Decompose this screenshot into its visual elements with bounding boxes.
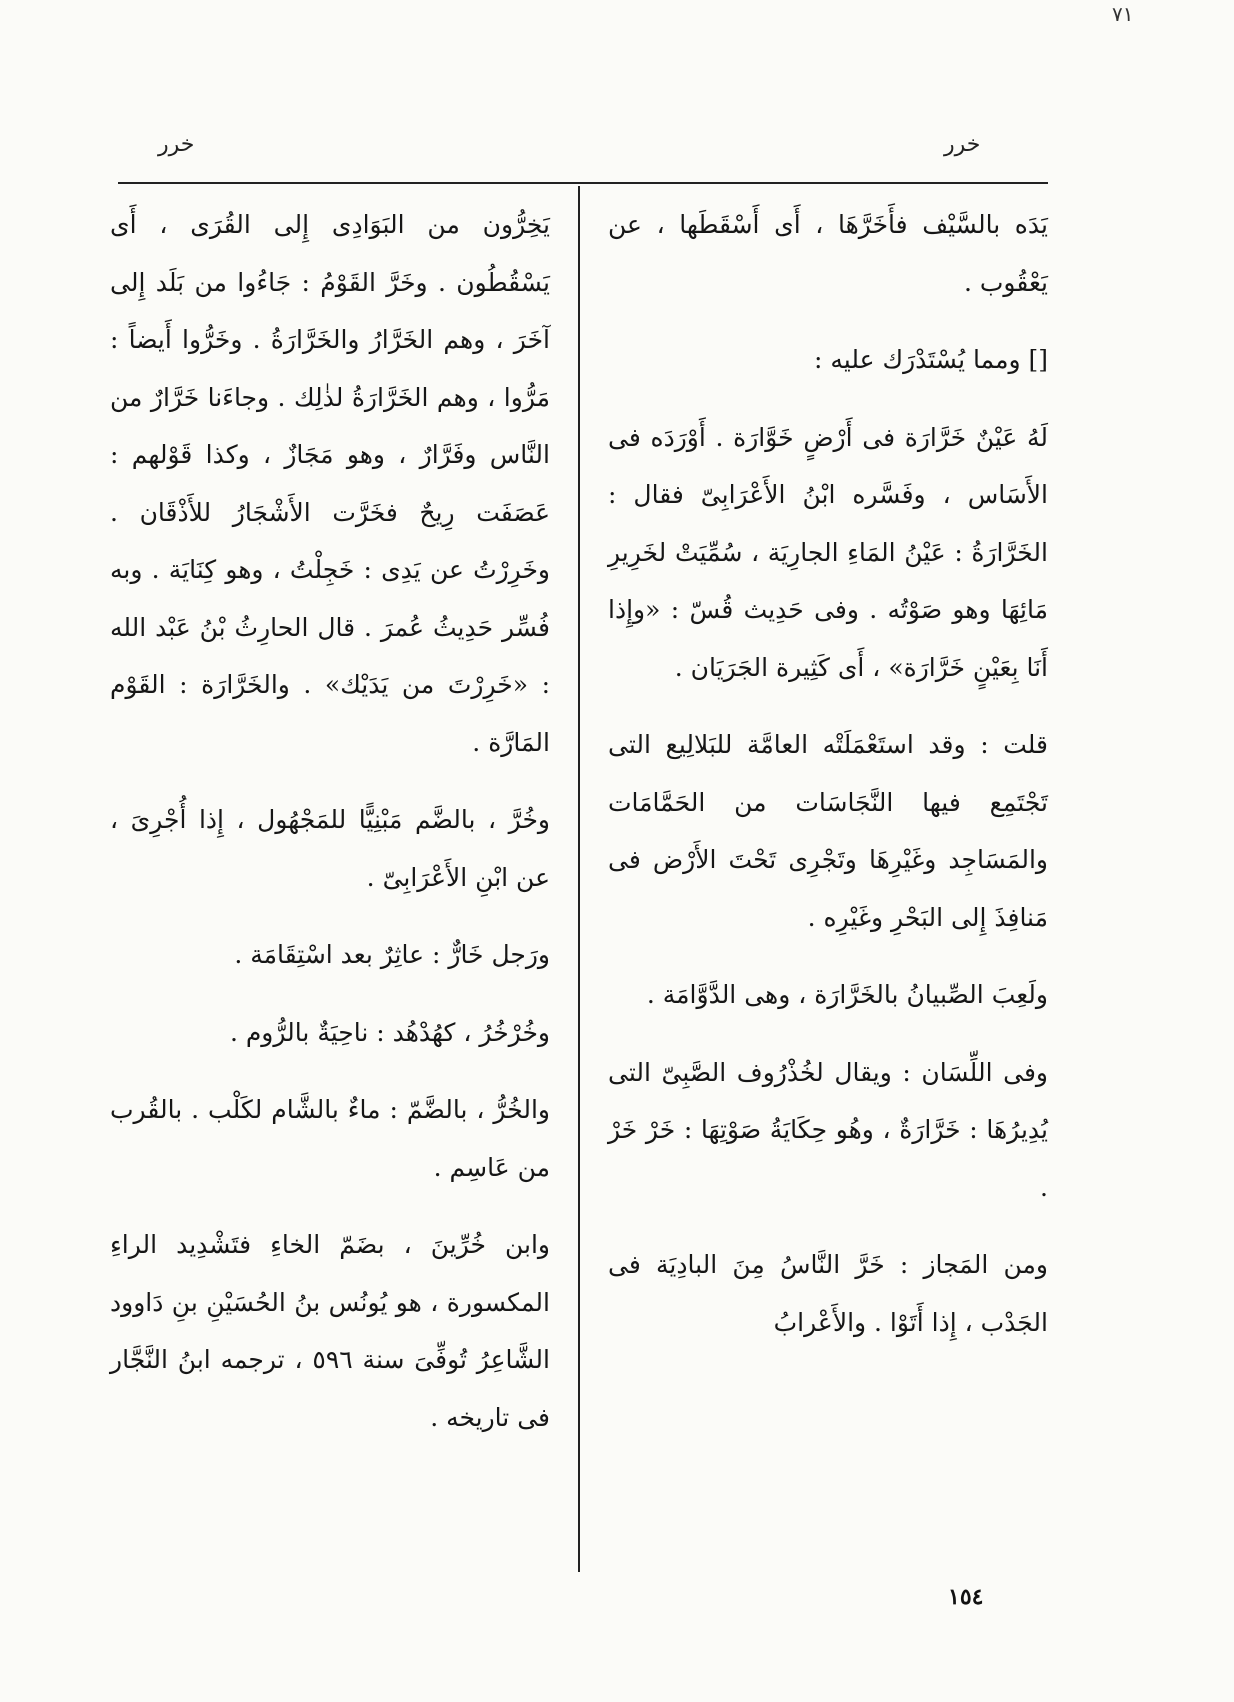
paragraph: يَخِرُّون من البَوَادِى إِلى القُرَى ، أَى يَسْقُطُون . وخَرَّ القَوْمُ : جَاءُوا من بَلَد إِلى آخَرَ ، وهم الخَرَّارُ والخَرَّارَةُ . وخَرُّوا أَيضاً : مَرُّوا ، وهم الخَرَّارَةُ لذٰلِك . وجاءَنا خَرَّارٌ من النَّاس وفَرَّارٌ ، وهو مَجَازٌ ، وكذا قَوْلهم : عَصَفَت رِيحٌ فخَرَّت الأَشْجَارُ للأَذْقَان . وخَرِرْتُ عن يَدِى : خَجِلْتُ ، وهو كِنَايَة . وبه فُسِّر حَدِيثُ عُمرَ . قال الحارِثُ بْنُ عَبْد الله : «خَرِرْتَ من يَدَيْك» . والخَرَّارَة : القَوْم المَارَّة . [110,210,550,757]
column-divider [578,186,580,1572]
running-head-right: خرر [944,132,981,157]
header-rule [118,182,1048,184]
paragraph: ولَعِبَ الصِّبيانُ بالخَرَّارَة ، وهى الدَّوَّامَة . [646,980,1048,1009]
left-column [110,196,550,1466]
right-column [608,196,1048,1371]
paragraph: يَدَه بالسَّيْف فأَخَرَّهَا ، أَى أَسْقَطَها ، عن يَعْقُوب . [608,210,1048,297]
page-number: ١٥٤ [948,1584,984,1610]
running-head-left: خرر [158,132,195,157]
paragraph: ومن المَجاز : خَرَّ النَّاسُ مِنَ البادِيَة فى الجَدْب ، إِذا أَتَوْا . والأَعْرابُ [608,1250,1048,1337]
paragraph: [] ومما يُسْتَدْرَك عليه : [814,345,1048,374]
paragraph: وفى اللِّسَان : ويقال لخُذْرُوف الصَّبِىّ التى يُدِيرُهَا : خَرَّارَةٌ ، وهُو حِكَايَةُ صَوْتِهَا : خَرْ خَرْ . [608,1057,1048,1202]
paragraph: قلت : وقد استَعْمَلَتْه العامَّة للبَلالِيع التى تَجْتَمِع فيها النَّجَاسَات من الحَمَّامَات والمَسَاجِد وغَيْرِهَا وتَجْرِى تَحْتَ الأَرْض فى مَنافِذَ إِلى البَحْرِ وغَيْرِه . [608,730,1048,932]
paragraph: ورَجل خَارٌّ : عاثِرٌ بعد اسْتِقَامَة . [234,940,550,969]
paragraph: والخُرُّ ، بالضَّمّ : ماءٌ بالشَّام لكَلْب . بالقُرب من عَاسِم . [110,1095,550,1182]
corner-mark: ٧١ [1112,2,1134,26]
paragraph: لَهُ عَيْنٌ خَرَّارَة فى أَرْضٍ خَوَّارَة . أَوْرَدَه فى الأَسَاس ، وفَسَّره ابْنُ الأَعْرَابِىّ فقال : الخَرَّارَةُ : عَيْنُ المَاءِ الجارِيَة ، سُمِّيَتْ لخَرِيرِ مَائِهَا وهو صَوْتُه . وفى حَدِيث قُسّ : «وإِذا أَنَا بِعَيْنٍ خَرَّارَة» ، أَى كَثِيرة الجَرَيَان . [608,422,1048,682]
paragraph: وخُرَّ ، بالضَّم مَبْنِيًّا للمَجْهُول ، إِذا أُجْرِىَ ، عن ابْنِ الأَعْرَابِىّ . [110,805,550,892]
paragraph: وابن خُرِّينَ ، بضَمّ الخاءِ فتَشْدِيد الراءِ المكسورة ، هو يُونُس بنُ الحُسَيْنِ بنِ دَاوود الشَّاعِرُ تُوفِّىَ سنة ٥٩٦ ، ترجمه ابنُ النَّجَّار فى تاريخه . [110,1230,550,1432]
paragraph: وخُرْخُرُ ، كهُدْهُد : ناحِيَةٌ بالرُّوم . [229,1017,550,1047]
